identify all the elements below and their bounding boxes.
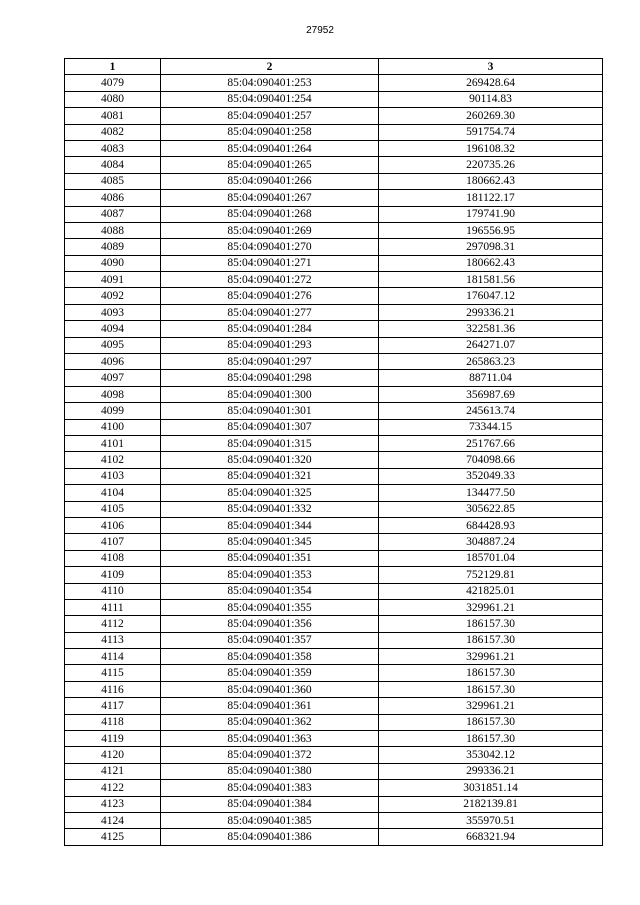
cadastral-number-cell: 85:04:090401:297 — [161, 354, 379, 370]
value-cell: 3031851.14 — [379, 780, 603, 796]
value-cell: 684428.93 — [379, 517, 603, 533]
value-cell: 186157.30 — [379, 665, 603, 681]
table-row — [65, 714, 603, 730]
cadastral-number-cell: 85:04:090401:301 — [161, 403, 379, 419]
cadastral-number-cell: 85:04:090401:386 — [161, 829, 379, 845]
cadastral-number-cell: 85:04:090401:380 — [161, 763, 379, 779]
value-cell: 73344.15 — [379, 419, 603, 435]
row-number-cell: 4083 — [65, 140, 161, 156]
table-row — [65, 190, 603, 206]
table-row — [65, 370, 603, 386]
row-number-cell: 4123 — [65, 796, 161, 812]
table-row — [65, 419, 603, 435]
table-row — [65, 698, 603, 714]
cadastral-number-cell: 85:04:090401:355 — [161, 599, 379, 615]
value-cell: 185701.04 — [379, 550, 603, 566]
value-cell: 269428.64 — [379, 75, 603, 91]
value-cell: 355970.51 — [379, 812, 603, 828]
cadastral-number-cell: 85:04:090401:361 — [161, 698, 379, 714]
table-row — [65, 649, 603, 665]
value-cell: 134477.50 — [379, 485, 603, 501]
row-number-cell: 4099 — [65, 403, 161, 419]
table-row — [65, 616, 603, 632]
table-row — [65, 140, 603, 156]
table-row — [65, 550, 603, 566]
value-cell: 181581.56 — [379, 272, 603, 288]
value-cell: 245613.74 — [379, 403, 603, 419]
column-header-3: 3 — [379, 59, 603, 75]
cadastral-number-cell: 85:04:090401:354 — [161, 583, 379, 599]
row-number-cell: 4084 — [65, 157, 161, 173]
cadastral-number-cell: 85:04:090401:353 — [161, 567, 379, 583]
cadastral-number-cell: 85:04:090401:372 — [161, 747, 379, 763]
row-number-cell: 4094 — [65, 321, 161, 337]
cadastral-number-cell: 85:04:090401:362 — [161, 714, 379, 730]
row-number-cell: 4111 — [65, 599, 161, 615]
value-cell: 90114.83 — [379, 91, 603, 107]
cadastral-number-cell: 85:04:090401:267 — [161, 190, 379, 206]
table-row — [65, 321, 603, 337]
value-cell: 186157.30 — [379, 714, 603, 730]
row-number-cell: 4085 — [65, 173, 161, 189]
row-number-cell: 4121 — [65, 763, 161, 779]
row-number-cell: 4112 — [65, 616, 161, 632]
cadastral-number-cell: 85:04:090401:356 — [161, 616, 379, 632]
row-number-cell: 4090 — [65, 255, 161, 271]
value-cell: 752129.81 — [379, 567, 603, 583]
row-number-cell: 4098 — [65, 386, 161, 402]
table-header — [65, 59, 603, 75]
table-row — [65, 272, 603, 288]
table-row — [65, 255, 603, 271]
value-cell: 322581.36 — [379, 321, 603, 337]
row-number-cell: 4091 — [65, 272, 161, 288]
cadastral-number-cell: 85:04:090401:307 — [161, 419, 379, 435]
row-number-cell: 4108 — [65, 550, 161, 566]
row-number-cell: 4092 — [65, 288, 161, 304]
row-number-cell: 4110 — [65, 583, 161, 599]
cadastral-number-cell: 85:04:090401:264 — [161, 140, 379, 156]
value-cell: 305622.85 — [379, 501, 603, 517]
value-cell: 176047.12 — [379, 288, 603, 304]
value-cell: 251767.66 — [379, 435, 603, 451]
row-number-cell: 4100 — [65, 419, 161, 435]
value-cell: 304887.24 — [379, 534, 603, 550]
header-row — [65, 59, 603, 75]
value-cell: 329961.21 — [379, 698, 603, 714]
cadastral-number-cell: 85:04:090401:269 — [161, 222, 379, 238]
cadastral-number-cell: 85:04:090401:258 — [161, 124, 379, 140]
column-header-1: 1 — [65, 59, 161, 75]
cadastral-number-cell: 85:04:090401:271 — [161, 255, 379, 271]
cadastral-number-cell: 85:04:090401:254 — [161, 91, 379, 107]
value-cell: 352049.33 — [379, 468, 603, 484]
value-cell: 88711.04 — [379, 370, 603, 386]
row-number-cell: 4095 — [65, 337, 161, 353]
row-number-cell: 4079 — [65, 75, 161, 91]
cadastral-number-cell: 85:04:090401:315 — [161, 435, 379, 451]
cadastral-number-cell: 85:04:090401:293 — [161, 337, 379, 353]
table-row — [65, 239, 603, 255]
cadastral-number-cell: 85:04:090401:345 — [161, 534, 379, 550]
cadastral-number-cell: 85:04:090401:383 — [161, 780, 379, 796]
table-row — [65, 468, 603, 484]
table-row — [65, 780, 603, 796]
row-number-cell: 4115 — [65, 665, 161, 681]
row-number-cell: 4124 — [65, 812, 161, 828]
table-row — [65, 829, 603, 845]
cadastral-number-cell: 85:04:090401:276 — [161, 288, 379, 304]
cadastral-number-cell: 85:04:090401:257 — [161, 108, 379, 124]
table-row — [65, 75, 603, 91]
cadastral-number-cell: 85:04:090401:359 — [161, 665, 379, 681]
table-row — [65, 501, 603, 517]
cadastral-number-cell: 85:04:090401:344 — [161, 517, 379, 533]
row-number-cell: 4107 — [65, 534, 161, 550]
table-row — [65, 485, 603, 501]
row-number-cell: 4087 — [65, 206, 161, 222]
value-cell: 186157.30 — [379, 681, 603, 697]
table-row — [65, 567, 603, 583]
table-row — [65, 91, 603, 107]
value-cell: 297098.31 — [379, 239, 603, 255]
row-number-cell: 4118 — [65, 714, 161, 730]
table-row — [65, 157, 603, 173]
table-row — [65, 173, 603, 189]
table-row — [65, 763, 603, 779]
cadastral-number-cell: 85:04:090401:325 — [161, 485, 379, 501]
row-number-cell: 4086 — [65, 190, 161, 206]
cadastral-number-cell: 85:04:090401:300 — [161, 386, 379, 402]
cadastral-number-cell: 85:04:090401:358 — [161, 649, 379, 665]
table-row — [65, 681, 603, 697]
table-row — [65, 583, 603, 599]
table-row — [65, 599, 603, 615]
cadastral-number-cell: 85:04:090401:253 — [161, 75, 379, 91]
table-row — [65, 812, 603, 828]
value-cell: 299336.21 — [379, 304, 603, 320]
table-row — [65, 354, 603, 370]
row-number-cell: 4116 — [65, 681, 161, 697]
cadastral-number-cell: 85:04:090401:298 — [161, 370, 379, 386]
table-row — [65, 386, 603, 402]
cadastral-number-cell: 85:04:090401:270 — [161, 239, 379, 255]
row-number-cell: 4113 — [65, 632, 161, 648]
value-cell: 186157.30 — [379, 731, 603, 747]
cadastral-number-cell: 85:04:090401:384 — [161, 796, 379, 812]
table-row — [65, 288, 603, 304]
cadastral-number-cell: 85:04:090401:351 — [161, 550, 379, 566]
row-number-cell: 4114 — [65, 649, 161, 665]
value-cell: 264271.07 — [379, 337, 603, 353]
cadastral-number-cell: 85:04:090401:266 — [161, 173, 379, 189]
value-cell: 329961.21 — [379, 599, 603, 615]
row-number-cell: 4080 — [65, 91, 161, 107]
cadastral-number-cell: 85:04:090401:363 — [161, 731, 379, 747]
row-number-cell: 4119 — [65, 731, 161, 747]
table-row — [65, 731, 603, 747]
table-row — [65, 222, 603, 238]
column-header-2: 2 — [161, 59, 379, 75]
cadastral-value-table — [64, 58, 603, 846]
value-cell: 299336.21 — [379, 763, 603, 779]
value-cell: 356987.69 — [379, 386, 603, 402]
cadastral-number-cell: 85:04:090401:284 — [161, 321, 379, 337]
value-cell: 220735.26 — [379, 157, 603, 173]
table-row — [65, 452, 603, 468]
table-row — [65, 534, 603, 550]
value-cell: 668321.94 — [379, 829, 603, 845]
row-number-cell: 4104 — [65, 485, 161, 501]
cadastral-number-cell: 85:04:090401:385 — [161, 812, 379, 828]
value-cell: 186157.30 — [379, 616, 603, 632]
row-number-cell: 4081 — [65, 108, 161, 124]
value-cell: 260269.30 — [379, 108, 603, 124]
value-cell: 180662.43 — [379, 255, 603, 271]
row-number-cell: 4089 — [65, 239, 161, 255]
cadastral-number-cell: 85:04:090401:320 — [161, 452, 379, 468]
row-number-cell: 4120 — [65, 747, 161, 763]
row-number-cell: 4096 — [65, 354, 161, 370]
value-cell: 329961.21 — [379, 649, 603, 665]
table-row — [65, 796, 603, 812]
row-number-cell: 4105 — [65, 501, 161, 517]
table-row — [65, 435, 603, 451]
table-row — [65, 337, 603, 353]
value-cell: 704098.66 — [379, 452, 603, 468]
value-cell: 180662.43 — [379, 173, 603, 189]
value-cell: 186157.30 — [379, 632, 603, 648]
row-number-cell: 4117 — [65, 698, 161, 714]
value-cell: 265863.23 — [379, 354, 603, 370]
table-row — [65, 304, 603, 320]
value-cell: 2182139.81 — [379, 796, 603, 812]
cadastral-number-cell: 85:04:090401:265 — [161, 157, 379, 173]
value-cell: 353042.12 — [379, 747, 603, 763]
cadastral-number-cell: 85:04:090401:332 — [161, 501, 379, 517]
table-row — [65, 124, 603, 140]
value-cell: 591754.74 — [379, 124, 603, 140]
value-cell: 196556.95 — [379, 222, 603, 238]
table-row — [65, 206, 603, 222]
value-cell: 196108.32 — [379, 140, 603, 156]
table-row — [65, 403, 603, 419]
row-number-cell: 4109 — [65, 567, 161, 583]
table-body — [65, 75, 603, 845]
row-number-cell: 4125 — [65, 829, 161, 845]
table-row — [65, 108, 603, 124]
row-number-cell: 4097 — [65, 370, 161, 386]
value-cell: 179741.90 — [379, 206, 603, 222]
cadastral-number-cell: 85:04:090401:360 — [161, 681, 379, 697]
value-cell: 421825.01 — [379, 583, 603, 599]
row-number-cell: 4088 — [65, 222, 161, 238]
table-row — [65, 632, 603, 648]
page-number: 27952 — [306, 25, 334, 36]
row-number-cell: 4102 — [65, 452, 161, 468]
row-number-cell: 4106 — [65, 517, 161, 533]
table-row — [65, 747, 603, 763]
cadastral-number-cell: 85:04:090401:272 — [161, 272, 379, 288]
cadastral-number-cell: 85:04:090401:321 — [161, 468, 379, 484]
cadastral-number-cell: 85:04:090401:277 — [161, 304, 379, 320]
row-number-cell: 4122 — [65, 780, 161, 796]
row-number-cell: 4101 — [65, 435, 161, 451]
row-number-cell: 4082 — [65, 124, 161, 140]
value-cell: 181122.17 — [379, 190, 603, 206]
table-row — [65, 665, 603, 681]
cadastral-number-cell: 85:04:090401:357 — [161, 632, 379, 648]
row-number-cell: 4103 — [65, 468, 161, 484]
cadastral-number-cell: 85:04:090401:268 — [161, 206, 379, 222]
table-row — [65, 517, 603, 533]
row-number-cell: 4093 — [65, 304, 161, 320]
